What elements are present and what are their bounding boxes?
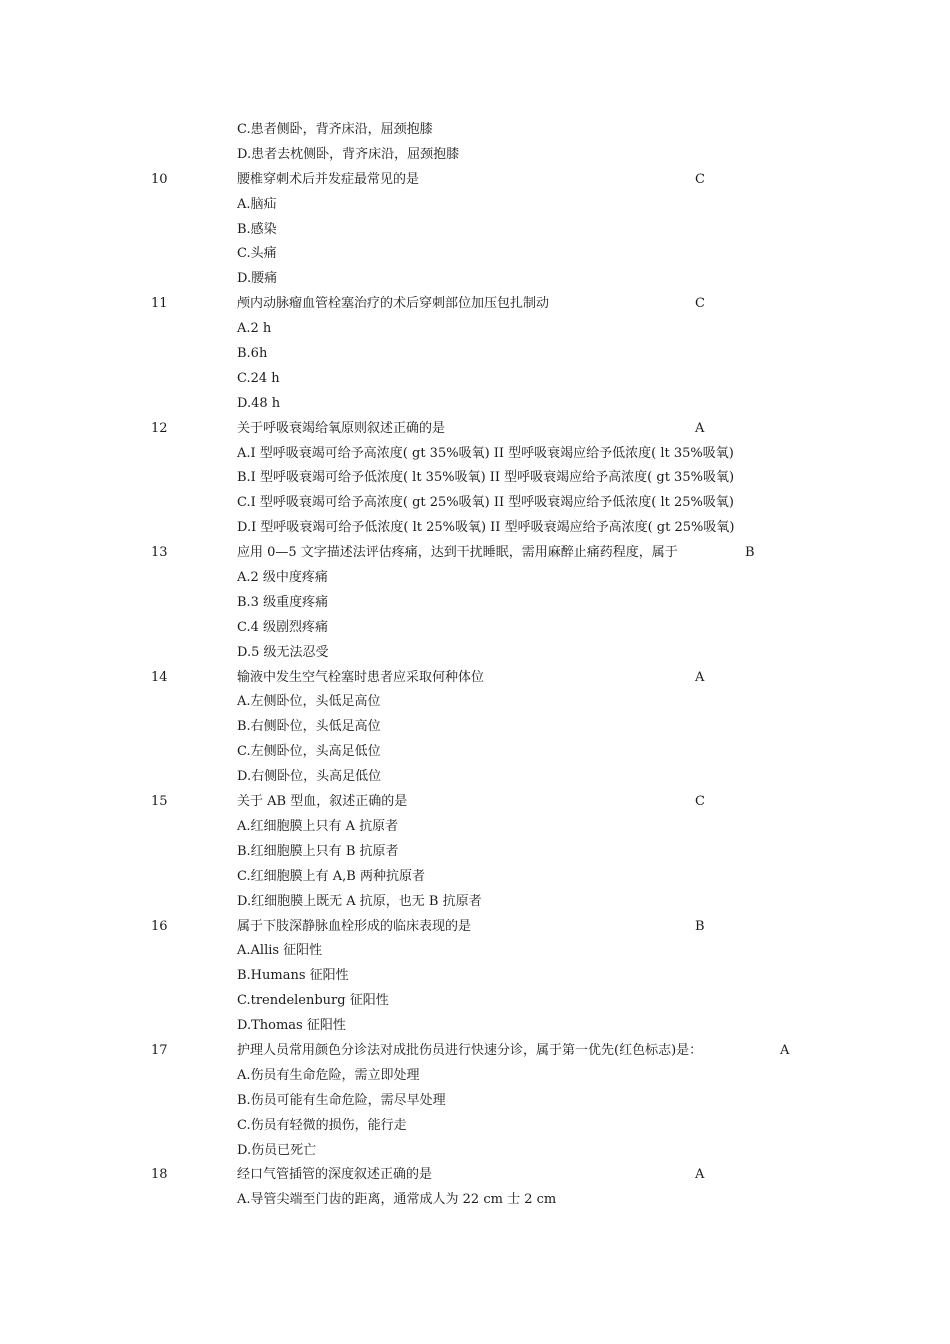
option-row (0, 317, 950, 342)
option-row (0, 367, 950, 392)
option-text: C.头痛 (237, 246, 277, 262)
option-text: A.2 h (237, 321, 272, 337)
question-text: 经口气管插管的深度叙述正确的是 (237, 1167, 433, 1183)
option-row (0, 143, 950, 168)
option-text: D.Thomas 征阳性 (237, 1018, 346, 1034)
option-text: B.6h (237, 346, 268, 362)
option-row (0, 740, 950, 765)
question-text: 腰椎穿刺术后并发症最常见的是 (237, 171, 420, 187)
option-text: D.患者去枕侧卧，背齐床沿，屈颈抱膝 (237, 146, 460, 162)
option-row (0, 1188, 950, 1213)
option-row (0, 715, 950, 740)
question-row (0, 168, 950, 193)
option-text: C.左侧卧位，头高足低位 (237, 744, 381, 760)
option-text: C.24 h (237, 370, 280, 386)
option-row (0, 890, 950, 915)
option-text: C.伤员有轻微的损伤，能行走 (237, 1117, 407, 1133)
option-row (0, 193, 950, 218)
answer-key: C (695, 171, 705, 187)
option-text: D.伤员已死亡 (237, 1142, 317, 1158)
option-text: B.感染 (237, 221, 277, 237)
question-number: 10 (151, 171, 168, 187)
question-number: 18 (151, 1167, 168, 1183)
option-row (0, 616, 950, 641)
option-row (0, 939, 950, 964)
answer-key: A (695, 1167, 705, 1183)
question-number: 11 (151, 296, 168, 312)
option-row (0, 491, 950, 516)
option-text: D.腰痛 (237, 271, 278, 287)
option-text: A.I 型呼吸衰竭可给予高浓度( gt 35%吸氧) II 型呼吸衰竭应给予低浓度( lt 35%吸氧) (237, 445, 734, 461)
answer-key: B (695, 918, 705, 934)
question-row (0, 666, 950, 691)
option-text: D.右侧卧位，头高足低位 (237, 769, 382, 785)
option-row (0, 516, 950, 541)
option-row (0, 566, 950, 591)
option-text: B.3 级重度疼痛 (237, 594, 329, 610)
question-text: 属于下肢深静脉血栓形成的临床表现的是 (237, 918, 472, 934)
option-row (0, 118, 950, 143)
option-row (0, 865, 950, 890)
option-text: C.trendelenburg 征阳性 (237, 993, 389, 1009)
question-row (0, 1039, 950, 1064)
question-text: 应用 0—5 文字描述法评估疼痛，达到干扰睡眠，需用麻醉止痛药程度，属于 (237, 545, 678, 561)
option-row (0, 815, 950, 840)
option-row (0, 392, 950, 417)
question-number: 17 (151, 1042, 168, 1058)
question-row (0, 541, 950, 566)
option-text: C.患者侧卧，背齐床沿，屈颈抱膝 (237, 122, 433, 137)
option-text: C.红细胞膜上有 A,B 两种抗原者 (237, 868, 425, 884)
answer-key: A (780, 1042, 790, 1058)
option-row (0, 1139, 950, 1164)
question-text: 关于呼吸衰竭给氧原则叙述正确的是 (237, 420, 446, 436)
option-row (0, 765, 950, 790)
option-row (0, 690, 950, 715)
option-text: A.伤员有生命危险，需立即处理 (237, 1067, 420, 1083)
question-row (0, 417, 950, 442)
question-number: 15 (151, 794, 168, 810)
question-number: 12 (151, 420, 168, 436)
option-row (0, 1114, 950, 1139)
option-row (0, 840, 950, 865)
option-row (0, 342, 950, 367)
option-text: A.Allis 征阳性 (237, 943, 323, 959)
option-text: A.导管尖端至门齿的距离，通常成人为 22 cm 士 2 cm (237, 1192, 557, 1208)
option-row (0, 1064, 950, 1089)
question-text: 颅内动脉瘤血管栓塞治疗的术后穿刺部位加压包扎制动 (237, 296, 550, 312)
option-text: A.脑疝 (237, 196, 277, 212)
question-row (0, 915, 950, 940)
option-row (0, 466, 950, 491)
option-row (0, 989, 950, 1014)
option-row (0, 267, 950, 292)
option-text: B.伤员可能有生命危险，需尽早处理 (237, 1092, 446, 1108)
option-row (0, 1014, 950, 1039)
option-row (0, 242, 950, 267)
option-text: D.5 级无法忍受 (237, 644, 329, 660)
answer-key: B (745, 545, 755, 561)
question-row (0, 292, 950, 317)
option-text: A.红细胞膜上只有 A 抗原者 (237, 818, 399, 834)
option-text: A.2 级中度疼痛 (237, 570, 328, 586)
option-row (0, 1089, 950, 1114)
question-row (0, 790, 950, 815)
option-text: B.右侧卧位，头低足高位 (237, 719, 381, 735)
question-number: 16 (151, 918, 168, 934)
option-text: C.I 型呼吸衰竭可给予高浓度( gt 25%吸氧) II 型呼吸衰竭应给予低浓度( lt 25%吸氧) (237, 495, 734, 511)
option-text: D.I 型呼吸衰竭可给予低浓度( lt 25%吸氧) II 型呼吸衰竭应给予高浓度( gt 25%吸氧) (237, 520, 735, 536)
answer-key: C (695, 794, 705, 810)
option-text: B.Humans 征阳性 (237, 968, 349, 984)
option-row (0, 964, 950, 989)
option-text: B.红细胞膜上只有 B 抗原者 (237, 843, 399, 859)
option-row (0, 442, 950, 467)
answer-key: A (695, 420, 705, 436)
option-row (0, 641, 950, 666)
question-number: 14 (151, 669, 168, 685)
option-text: C.4 级剧烈疼痛 (237, 619, 329, 635)
option-text: D.红细胞膜上既无 A 抗原，也无 B 抗原者 (237, 893, 482, 909)
question-row (0, 1163, 950, 1188)
question-list (0, 118, 950, 1213)
option-row (0, 218, 950, 243)
question-text: 护理人员常用颜色分诊法对成批伤员进行快速分诊，属于第一优先(红色标志)是： (237, 1042, 703, 1058)
question-text: 输液中发生空气栓塞时患者应采取何种体位 (237, 669, 485, 685)
option-row (0, 591, 950, 616)
option-text: D.48 h (237, 395, 281, 411)
answer-key: C (695, 296, 705, 312)
answer-key: A (695, 669, 705, 685)
option-text: A.左侧卧位，头低足高位 (237, 694, 381, 710)
question-text: 关于 AB 型血，叙述正确的是 (237, 794, 408, 810)
question-number: 13 (151, 545, 168, 561)
option-text: B.I 型呼吸衰竭可给予低浓度( lt 35%吸氧) II 型呼吸衰竭应给予高浓度( gt 35%吸氧) (237, 470, 735, 486)
